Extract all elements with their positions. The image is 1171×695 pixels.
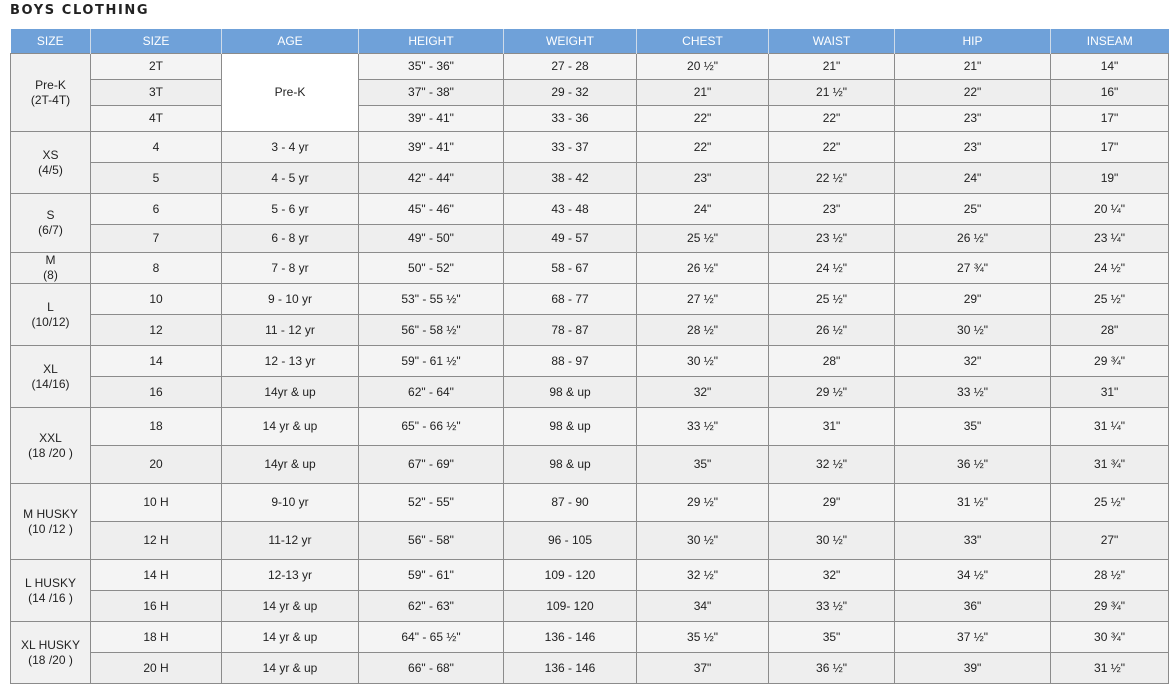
waist-cell: 29" [769,484,895,522]
chest-cell: 37" [637,653,769,684]
boys-size-chart-table [10,29,1169,684]
table-row [11,408,1169,446]
weight-cell: 98 & up [504,446,637,484]
table-row [11,560,1169,591]
waist-cell: 25 ½" [769,284,895,315]
size-cell: 10 H [91,484,222,522]
chest-cell: 32" [637,377,769,408]
header-inseam: INSEAM [1051,29,1169,54]
chest-cell: 20 ½" [637,54,769,80]
header-hip: HIP [895,29,1051,54]
size-group-cell [11,284,91,346]
inseam-cell: 25 ½" [1051,484,1169,522]
chest-cell: 28 ½" [637,315,769,346]
chest-cell: 23" [637,163,769,194]
size-group-range: (4/5) [38,162,63,177]
inseam-cell: 25 ½" [1051,284,1169,315]
chest-cell: 35" [637,446,769,484]
size-cell: 3T [91,80,222,106]
table-row [11,284,1169,315]
inseam-cell: 17" [1051,106,1169,132]
size-cell: 16 H [91,591,222,622]
size-group-range: (10/12) [31,314,70,329]
table-row [11,346,1169,377]
size-group-name: Pre-K [35,77,66,92]
hip-cell: 35" [895,408,1051,446]
size-group-name: M HUSKY [23,506,78,521]
height-cell: 39" - 41" [359,106,504,132]
size-group-cell [11,560,91,622]
header-weight: WEIGHT [504,29,637,54]
age-cell: 14yr & up [222,446,359,484]
hip-cell: 23" [895,132,1051,163]
size-group-name: L HUSKY [25,575,76,590]
inseam-cell: 27" [1051,522,1169,560]
age-cell: 12 - 13 yr [222,346,359,377]
size-group-cell [11,132,91,194]
size-cell: 20 H [91,653,222,684]
weight-cell: 98 & up [504,408,637,446]
size-cell: 2T [91,54,222,80]
height-cell: 66" - 68" [359,653,504,684]
hip-cell: 39" [895,653,1051,684]
size-group-name: L [47,299,54,314]
size-cell: 18 H [91,622,222,653]
size-cell: 20 [91,446,222,484]
size-cell: 18 [91,408,222,446]
weight-cell: 49 - 57 [504,225,637,253]
height-cell: 62" - 64" [359,377,504,408]
size-cell: 12 [91,315,222,346]
size-cell: 6 [91,194,222,225]
table-row [11,54,1169,80]
age-cell: 14 yr & up [222,622,359,653]
size-group-cell [11,408,91,484]
hip-cell: 26 ½" [895,225,1051,253]
chest-cell: 34" [637,591,769,622]
age-cell: 4 - 5 yr [222,163,359,194]
inseam-cell: 20 ¼" [1051,194,1169,225]
table-row [11,194,1169,225]
size-cell: 16 [91,377,222,408]
height-cell: 59" - 61" [359,560,504,591]
chest-cell: 30 ½" [637,522,769,560]
waist-cell: 32 ½" [769,446,895,484]
table-row [11,80,1169,106]
height-cell: 62" - 63" [359,591,504,622]
age-cell: Pre-K [222,54,359,132]
waist-cell: 22 ½" [769,163,895,194]
waist-cell: 23 ½" [769,225,895,253]
waist-cell: 21 ½" [769,80,895,106]
chest-cell: 22" [637,132,769,163]
age-cell: 9-10 yr [222,484,359,522]
waist-cell: 30 ½" [769,522,895,560]
chest-cell: 27 ½" [637,284,769,315]
age-cell: 3 - 4 yr [222,132,359,163]
inseam-cell: 23 ¼" [1051,225,1169,253]
height-cell: 56" - 58" [359,522,504,560]
table-row [11,163,1169,194]
weight-cell: 38 - 42 [504,163,637,194]
inseam-cell: 14" [1051,54,1169,80]
waist-cell: 33 ½" [769,591,895,622]
height-cell: 35" - 36" [359,54,504,80]
size-cell: 4 [91,132,222,163]
height-cell: 39" - 41" [359,132,504,163]
chest-cell: 21" [637,80,769,106]
height-cell: 53" - 55 ½" [359,284,504,315]
weight-cell: 29 - 32 [504,80,637,106]
chest-cell: 24" [637,194,769,225]
table-row [11,622,1169,653]
weight-cell: 87 - 90 [504,484,637,522]
header-waist: WAIST [769,29,895,54]
waist-cell: 24 ½" [769,253,895,284]
weight-cell: 33 - 37 [504,132,637,163]
hip-cell: 23" [895,106,1051,132]
waist-cell: 23" [769,194,895,225]
waist-cell: 29 ½" [769,377,895,408]
table-row [11,484,1169,522]
weight-cell: 88 - 97 [504,346,637,377]
age-cell: 11-12 yr [222,522,359,560]
waist-cell: 36 ½" [769,653,895,684]
hip-cell: 21" [895,54,1051,80]
hip-cell: 30 ½" [895,315,1051,346]
size-group-cell [11,484,91,560]
size-group-cell [11,346,91,408]
height-cell: 42" - 44" [359,163,504,194]
table-row [11,253,1169,284]
size-group-name: XL [43,361,58,376]
hip-cell: 34 ½" [895,560,1051,591]
size-group-range: (2T-4T) [30,92,71,107]
table-row [11,653,1169,684]
age-cell: 6 - 8 yr [222,225,359,253]
size-group-range: (18 /20 ) [28,445,73,460]
size-group-name: M [45,253,56,267]
chest-cell: 30 ½" [637,346,769,377]
size-cell: 5 [91,163,222,194]
hip-cell: 33 ½" [895,377,1051,408]
inseam-cell: 28" [1051,315,1169,346]
waist-cell: 28" [769,346,895,377]
chest-cell: 33 ½" [637,408,769,446]
hip-cell: 36 ½" [895,446,1051,484]
hip-cell: 33" [895,522,1051,560]
waist-cell: 32" [769,560,895,591]
height-cell: 67" - 69" [359,446,504,484]
height-cell: 45" - 46" [359,194,504,225]
size-cell: 12 H [91,522,222,560]
chest-cell: 29 ½" [637,484,769,522]
table-row [11,132,1169,163]
table-row [11,377,1169,408]
size-group-name: XS [42,147,59,162]
size-cell: 7 [91,225,222,253]
height-cell: 64" - 65 ½" [359,622,504,653]
inseam-cell: 29 ¾" [1051,346,1169,377]
age-cell: 7 - 8 yr [222,253,359,284]
size-group-cell [11,622,91,684]
weight-cell: 109 - 120 [504,560,637,591]
size-group-range: (10 /12 ) [28,521,73,536]
table-row [11,106,1169,132]
header-height: HEIGHT [359,29,504,54]
hip-cell: 25" [895,194,1051,225]
hip-cell: 37 ½" [895,622,1051,653]
header-size: SIZE [91,29,222,54]
header-row [11,29,1169,54]
height-cell: 56" - 58 ½" [359,315,504,346]
height-cell: 50" - 52" [359,253,504,284]
size-group-cell [11,253,91,284]
weight-cell: 33 - 36 [504,106,637,132]
inseam-cell: 31 ¼" [1051,408,1169,446]
height-cell: 65" - 66 ½" [359,408,504,446]
waist-cell: 35" [769,622,895,653]
table-row [11,522,1169,560]
weight-cell: 43 - 48 [504,194,637,225]
size-group-range: (18 /20 ) [28,652,73,667]
inseam-cell: 29 ¾" [1051,591,1169,622]
weight-cell: 58 - 67 [504,253,637,284]
waist-cell: 26 ½" [769,315,895,346]
inseam-cell: 24 ½" [1051,253,1169,284]
chest-cell: 26 ½" [637,253,769,284]
size-cell: 8 [91,253,222,284]
hip-cell: 32" [895,346,1051,377]
weight-cell: 27 - 28 [504,54,637,80]
inseam-cell: 31 ½" [1051,653,1169,684]
weight-cell: 96 - 105 [504,522,637,560]
table-row [11,591,1169,622]
weight-cell: 68 - 77 [504,284,637,315]
age-cell: 14 yr & up [222,408,359,446]
height-cell: 59" - 61 ½" [359,346,504,377]
size-group-range: (6/7) [38,223,63,237]
size-group-range: (8) [43,268,58,282]
chest-cell: 25 ½" [637,225,769,253]
height-cell: 49" - 50" [359,225,504,253]
inseam-cell: 19" [1051,163,1169,194]
inseam-cell: 30 ¾" [1051,622,1169,653]
size-cell: 10 [91,284,222,315]
waist-cell: 22" [769,106,895,132]
size-cell: 14 H [91,560,222,591]
age-cell: 14yr & up [222,377,359,408]
chest-cell: 32 ½" [637,560,769,591]
table-row [11,315,1169,346]
inseam-cell: 31 ¾" [1051,446,1169,484]
page-title: BOYS CLOTHING [10,3,150,18]
waist-cell: 21" [769,54,895,80]
chest-cell: 35 ½" [637,622,769,653]
inseam-cell: 28 ½" [1051,560,1169,591]
inseam-cell: 17" [1051,132,1169,163]
table-row [11,446,1169,484]
size-cell: 14 [91,346,222,377]
age-cell: 5 - 6 yr [222,194,359,225]
hip-cell: 27 ¾" [895,253,1051,284]
hip-cell: 24" [895,163,1051,194]
header-age: AGE [222,29,359,54]
weight-cell: 78 - 87 [504,315,637,346]
size-cell: 4T [91,106,222,132]
size-group-range: (14/16) [31,376,70,391]
size-group-range: (14 /16 ) [28,590,73,605]
height-cell: 52" - 55" [359,484,504,522]
chest-cell: 22" [637,106,769,132]
weight-cell: 136 - 146 [504,653,637,684]
age-cell: 14 yr & up [222,591,359,622]
weight-cell: 98 & up [504,377,637,408]
hip-cell: 31 ½" [895,484,1051,522]
header-size-group: SIZE [11,29,91,54]
hip-cell: 36" [895,591,1051,622]
size-group-cell [11,54,91,132]
waist-cell: 22" [769,132,895,163]
hip-cell: 22" [895,80,1051,106]
size-group-name: XL HUSKY [21,637,80,652]
waist-cell: 31" [769,408,895,446]
hip-cell: 29" [895,284,1051,315]
age-cell: 12-13 yr [222,560,359,591]
height-cell: 37" - 38" [359,80,504,106]
size-group-name: S [46,208,55,222]
weight-cell: 136 - 146 [504,622,637,653]
size-group-cell [11,194,91,253]
size-chart-body [11,54,1169,684]
header-chest: CHEST [637,29,769,54]
weight-cell: 109- 120 [504,591,637,622]
inseam-cell: 31" [1051,377,1169,408]
age-cell: 14 yr & up [222,653,359,684]
age-cell: 11 - 12 yr [222,315,359,346]
table-row [11,225,1169,253]
size-group-name: XXL [39,430,62,445]
age-cell: 9 - 10 yr [222,284,359,315]
inseam-cell: 16" [1051,80,1169,106]
